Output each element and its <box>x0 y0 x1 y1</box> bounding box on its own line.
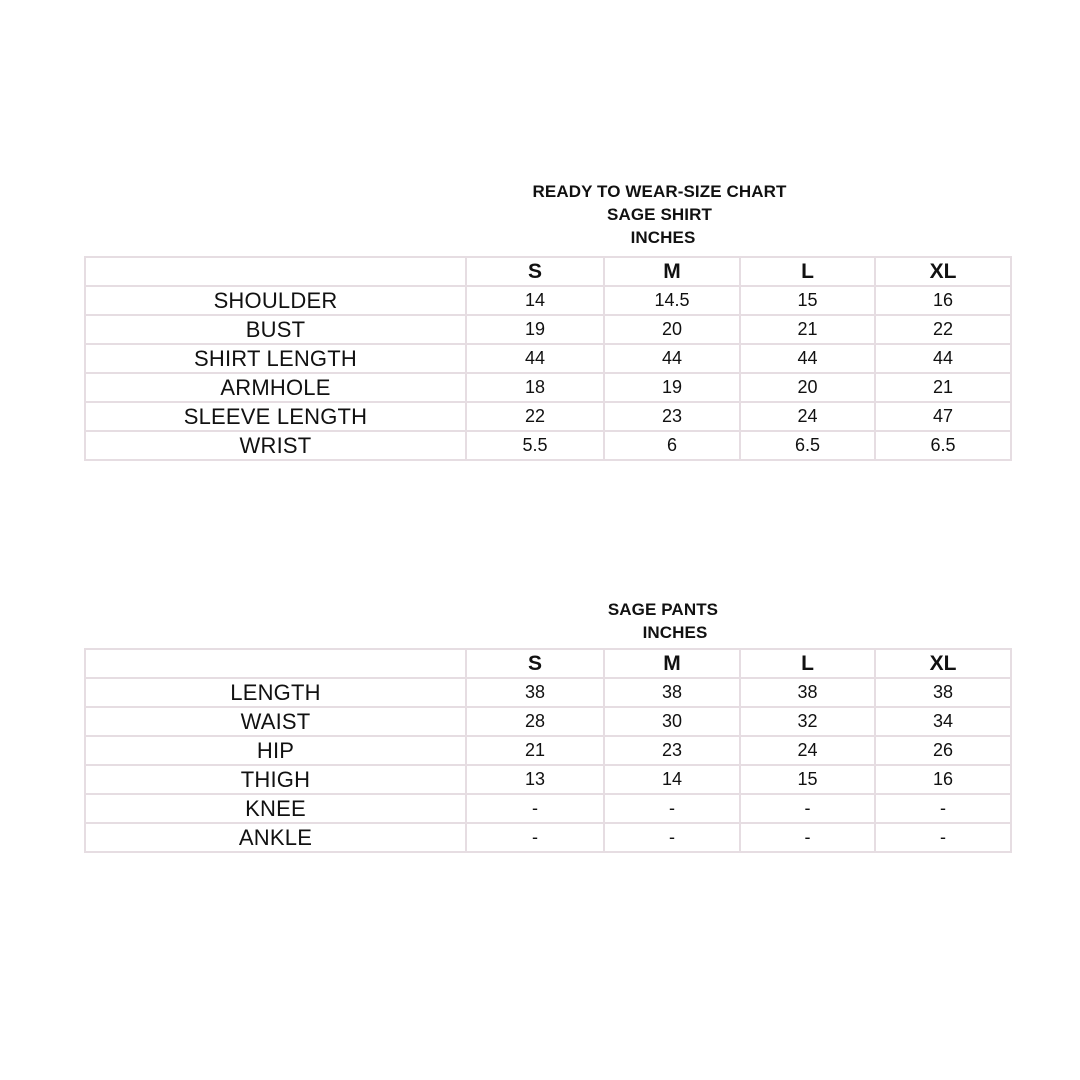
table-row <box>85 736 1011 765</box>
cell-value: 21 <box>466 736 604 765</box>
table-row <box>85 315 1011 344</box>
row-label: WRIST <box>85 431 466 460</box>
cell-value: - <box>466 823 604 852</box>
cell-value: 13 <box>466 765 604 794</box>
size-header-l: L <box>740 257 875 286</box>
cell-value: 5.5 <box>466 431 604 460</box>
cell-value: 38 <box>875 678 1011 707</box>
cell-value: 22 <box>875 315 1011 344</box>
cell-value: - <box>875 823 1011 852</box>
row-label: ANKLE <box>85 823 466 852</box>
cell-value: - <box>604 794 740 823</box>
table-row <box>85 794 1011 823</box>
cell-value: 34 <box>875 707 1011 736</box>
row-label: BUST <box>85 315 466 344</box>
cell-value: 19 <box>604 373 740 402</box>
cell-value: 44 <box>875 344 1011 373</box>
table-header-row <box>85 649 1011 678</box>
cell-value: 15 <box>740 765 875 794</box>
size-header-s: S <box>466 649 604 678</box>
table-row <box>85 402 1011 431</box>
cell-value: 26 <box>875 736 1011 765</box>
cell-value: - <box>875 794 1011 823</box>
table-row <box>85 678 1011 707</box>
cell-value: - <box>740 794 875 823</box>
row-label: SLEEVE LENGTH <box>85 402 466 431</box>
cell-value: 16 <box>875 286 1011 315</box>
cell-value: 19 <box>466 315 604 344</box>
row-label: HIP <box>85 736 466 765</box>
cell-value: 24 <box>740 736 875 765</box>
table-row <box>85 373 1011 402</box>
cell-value: 28 <box>466 707 604 736</box>
cell-value: 44 <box>604 344 740 373</box>
row-label: WAIST <box>85 707 466 736</box>
pants-unit: INCHES <box>642 623 708 642</box>
row-label: LENGTH <box>85 678 466 707</box>
cell-value: 18 <box>466 373 604 402</box>
cell-value: - <box>740 823 875 852</box>
size-header-m: M <box>604 257 740 286</box>
cell-value: 16 <box>875 765 1011 794</box>
cell-value: 44 <box>740 344 875 373</box>
cell-value: - <box>604 823 740 852</box>
shirt-unit: INCHES <box>630 228 696 247</box>
cell-value: 38 <box>466 678 604 707</box>
cell-value: 14.5 <box>604 286 740 315</box>
pants-size-table <box>84 648 1012 853</box>
cell-value: 30 <box>604 707 740 736</box>
row-label: ARMHOLE <box>85 373 466 402</box>
cell-value: 22 <box>466 402 604 431</box>
chart-title: READY TO WEAR-SIZE CHART <box>532 182 787 201</box>
cell-value: 21 <box>875 373 1011 402</box>
size-header-xl: XL <box>875 649 1011 678</box>
cell-value: 32 <box>740 707 875 736</box>
cell-value: 20 <box>740 373 875 402</box>
cell-value: 21 <box>740 315 875 344</box>
size-header-xl: XL <box>875 257 1011 286</box>
cell-value: 47 <box>875 402 1011 431</box>
table-row <box>85 765 1011 794</box>
cell-value: 6 <box>604 431 740 460</box>
table-row <box>85 431 1011 460</box>
size-header-m: M <box>604 649 740 678</box>
shirt-size-table <box>84 256 1012 461</box>
cell-value: 20 <box>604 315 740 344</box>
cell-value: 44 <box>466 344 604 373</box>
cell-value: 6.5 <box>740 431 875 460</box>
size-header-l: L <box>740 649 875 678</box>
cell-value: - <box>466 794 604 823</box>
table-row <box>85 344 1011 373</box>
cell-value: 38 <box>740 678 875 707</box>
cell-value: 14 <box>466 286 604 315</box>
cell-value: 15 <box>740 286 875 315</box>
row-label: SHIRT LENGTH <box>85 344 466 373</box>
table-row <box>85 286 1011 315</box>
row-label: SHOULDER <box>85 286 466 315</box>
cell-value: 14 <box>604 765 740 794</box>
size-header-s: S <box>466 257 604 286</box>
pants-heading <box>124 598 1080 644</box>
shirt-heading <box>120 180 1080 249</box>
shirt-title: SAGE SHIRT <box>607 205 712 224</box>
header-empty-cell <box>85 649 466 678</box>
header-empty-cell <box>85 257 466 286</box>
table-header-row <box>85 257 1011 286</box>
cell-value: 6.5 <box>875 431 1011 460</box>
row-label: THIGH <box>85 765 466 794</box>
cell-value: 23 <box>604 736 740 765</box>
pants-title: SAGE PANTS <box>607 600 719 619</box>
table-row <box>85 707 1011 736</box>
row-label: KNEE <box>85 794 466 823</box>
cell-value: 23 <box>604 402 740 431</box>
cell-value: 38 <box>604 678 740 707</box>
table-row <box>85 823 1011 852</box>
cell-value: 24 <box>740 402 875 431</box>
